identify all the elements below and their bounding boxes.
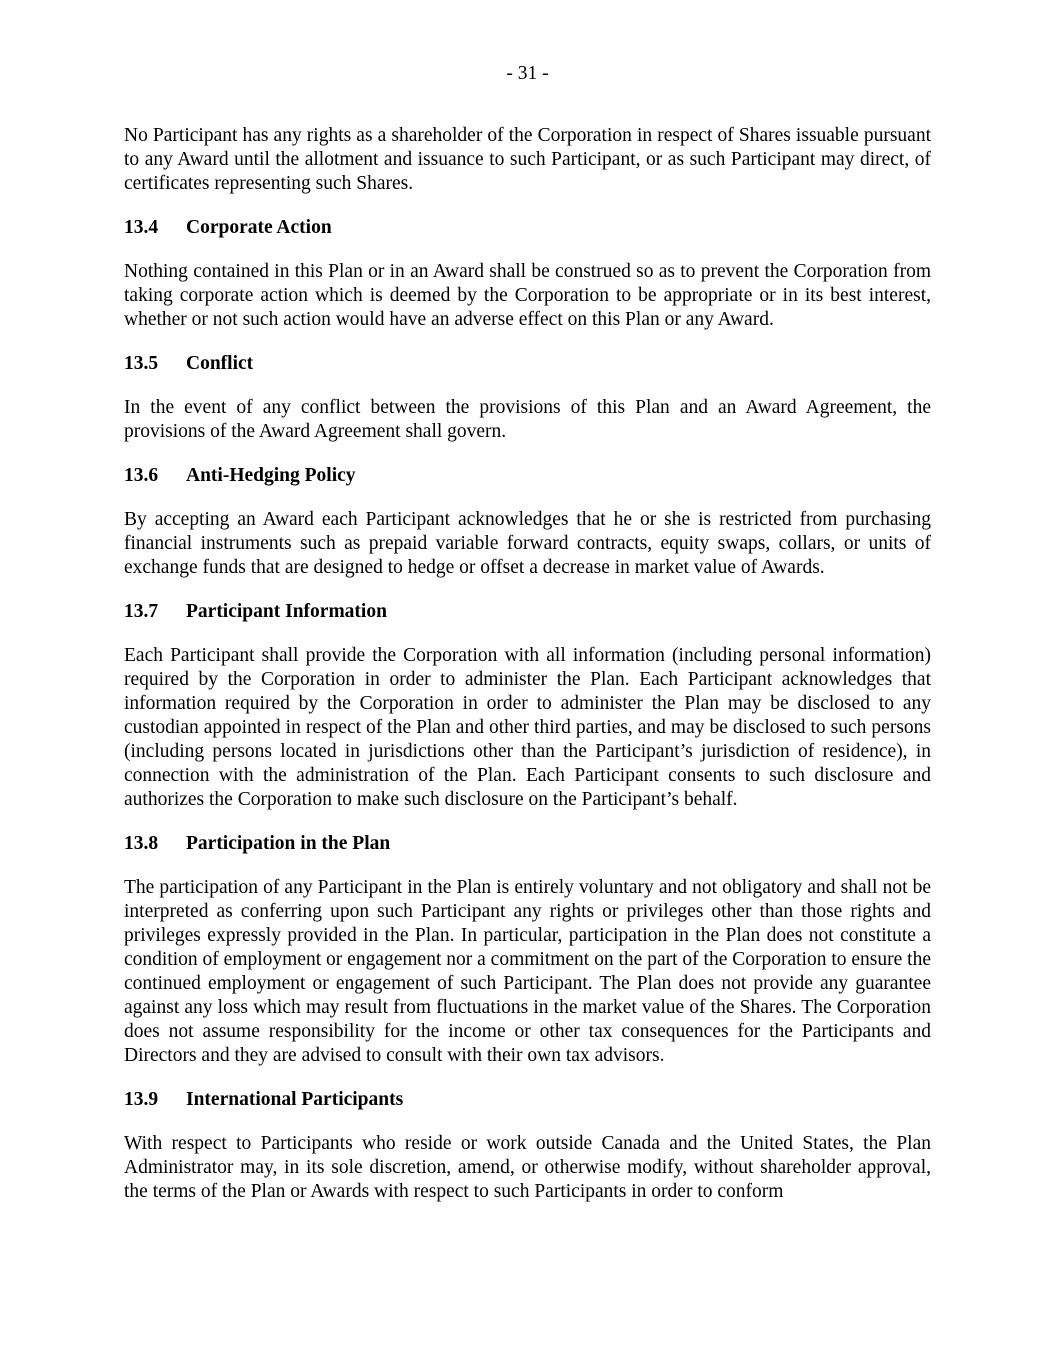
section-13-9: [124, 1088, 931, 1204]
section-number: 13.9: [124, 1089, 159, 1110]
section-number: 13.8: [124, 833, 159, 854]
section-number: 13.5: [124, 353, 159, 374]
section-heading: [124, 464, 931, 488]
section-heading: [124, 832, 931, 856]
intro-paragraph: No Participant has any rights as a shareholder of the Corporation in respect of Shares issuable pursuant to any Award until the allotment and issuance to such Participant, or as such Participant may direct, of certificates representing such Shares.: [124, 125, 931, 194]
section-title: Participation in the Plan: [186, 833, 391, 854]
section-paragraph: With respect to Participants who reside or work outside Canada and the United States, the Plan Administrator may, in its sole discretion, amend, or otherwise modify, without shareholder approval, the terms of the Plan or Awards with respect to such Participants in order to conform: [124, 1133, 931, 1202]
page-number: - 31 -: [506, 63, 549, 84]
section-title: Corporate Action: [186, 217, 332, 238]
section-13-5: [124, 352, 931, 444]
section-title: International Participants: [186, 1089, 404, 1110]
section-paragraph: Each Participant shall provide the Corporation with all information (including personal information) required by the Corporation in order to administer the Plan. Each Participant acknowledges that information required by the Corporation in order to administer the Plan may be disclosed to any custodian appointed in respect of the Plan and other third parties, and may be disclosed to such persons (including persons located in jurisdictions other than the Participant’s jurisdiction of residence), in connection with the administration of the Plan. Each Participant consents to such disclosure and authorizes the Corporation to make such disclosure on the Participant’s behalf.: [124, 645, 931, 810]
section-13-4: [124, 216, 931, 332]
section-heading: [124, 216, 931, 240]
section-heading: [124, 1088, 931, 1112]
section-13-6: [124, 464, 931, 580]
section-number: 13.6: [124, 465, 159, 486]
section-number: 13.4: [124, 217, 159, 238]
section-title: Anti-Hedging Policy: [186, 465, 356, 486]
section-paragraph: Nothing contained in this Plan or in an Award shall be construed so as to prevent the Corporation from taking corporate action which is deemed by the Corporation to be appropriate or in its best interest, whether or not such action would have an adverse effect on this Plan or any Award.: [124, 261, 931, 330]
section-13-8: [124, 832, 931, 1068]
section-title: Conflict: [186, 353, 254, 374]
section-title: Participant Information: [186, 601, 387, 622]
section-paragraph: In the event of any conflict between the provisions of this Plan and an Award Agreement, the provisions of the Award Agreement shall govern.: [124, 397, 931, 442]
section-number: 13.7: [124, 601, 159, 622]
section-paragraph: By accepting an Award each Participant acknowledges that he or she is restricted from purchasing financial instruments such as prepaid variable forward contracts, equity swaps, collars, or units of exchange funds that are designed to hedge or offset a decrease in market value of Awards.: [124, 509, 931, 578]
section-heading: [124, 352, 931, 376]
document-page: [124, 62, 931, 1224]
section-13-7: [124, 600, 931, 812]
section-heading: [124, 600, 931, 624]
section-paragraph: The participation of any Participant in the Plan is entirely voluntary and not obligatory and shall not be interpreted as conferring upon such Participant any rights or privileges other than those rights and privileges expressly provided in the Plan. In particular, participation in the Plan does not constitute a condition of employment or engagement nor a commitment on the part of the Corporation to ensure the continued employment or engagement of such Participant. The Plan does not provide any guarantee against any loss which may result from fluctuations in the market value of the Shares. The Corporation does not assume responsibility for the income or other tax consequences for the Participants and Directors and they are advised to consult with their own tax advisors.: [124, 877, 931, 1066]
